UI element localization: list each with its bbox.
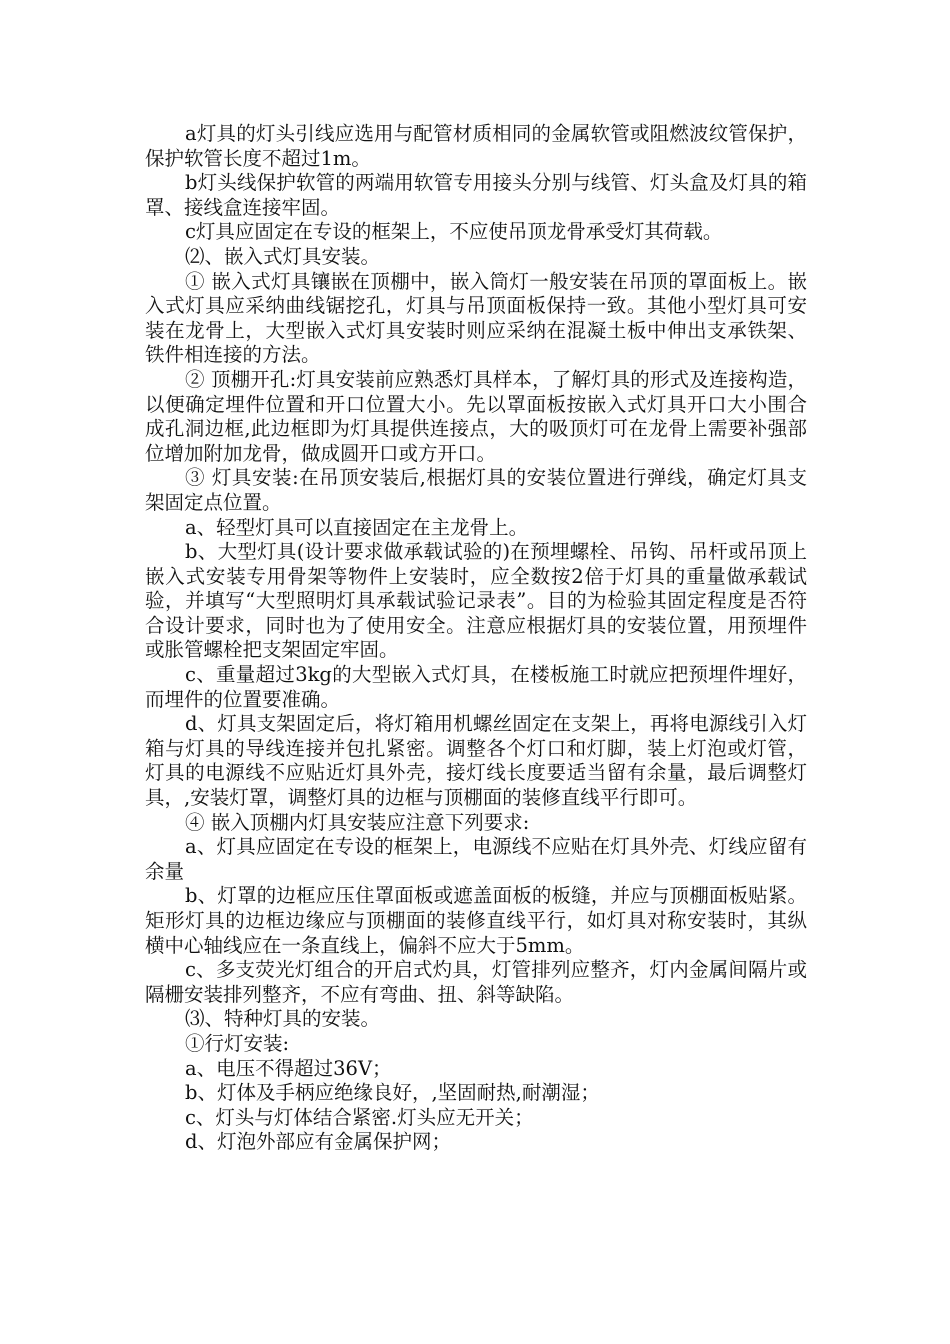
paragraph-15: c、多支荧光灯组合的开启式灼具，灯管排列应整齐，灯内金属间隔片或隔栅安装排列整齐，不应有弯曲、扭、斜等缺陷。: [145, 958, 807, 1006]
paragraph-9: b、大型灯具(设计要求做承载试验的)在预埋螺栓、吊钩、吊杆或吊顶上嵌入式安装专用骨架等物件上安装时，应全数按2倍于灯具的重量做承载试验，并填写“大型照明灯具承载试验记录表”。目的为检验其固定程度是否符合设计要求，同时也为了使用安全。注意应根据灯具的安装位置，用预埋件或胀管螺栓把支架固定牢固。: [145, 540, 807, 662]
paragraph-11: d、灯具支架固定后，将灯箱用机螺丝固定在支架上，再将电源线引入灯箱与灯具的导线连接并包扎紧密。调整各个灯口和灯脚，装上灯泡或灯管，灯具的电源线不应贴近灯具外壳，接灯线长度要适当留有余量，最后调整灯具，,安装灯罩，调整灯具的边框与顶棚面的装修直线平行即可。: [145, 712, 807, 810]
paragraph-21: d、灯泡外部应有金属保护网；: [185, 1130, 451, 1154]
paragraph-12: ④ 嵌入顶棚内灯具安装应注意下列要求:: [185, 810, 530, 834]
paragraph-18: a、电压不得超过36V；: [185, 1056, 392, 1080]
paragraph-17: ①行灯安装:: [185, 1031, 290, 1055]
paragraph-8: a、轻型灯具可以直接固定在主龙骨上。: [185, 515, 529, 539]
paragraph-1: a灯具的灯头引线应选用与配管材质相同的金属软管或阻燃波纹管保护，保护软管长度不超过1m。: [145, 122, 807, 170]
paragraph-2: b灯头线保护软管的两端用软管专用接头分别与线管、灯头盒及灯具的箱罩、接线盒连接牢固。: [145, 171, 807, 219]
document-body: [145, 122, 807, 1155]
paragraph-7: ③ 灯具安装:在吊顶安装后,根据灯具的安装位置进行弹线，确定灯具支架固定点位置。: [145, 466, 807, 514]
paragraph-20: c、灯头与灯体结合紧密.灯头应无开关；: [185, 1105, 534, 1129]
paragraph-19: b、灯体及手柄应绝缘良好，,坚固耐热,耐潮湿；: [185, 1081, 600, 1105]
paragraph-10: c、重量超过3kg的大型嵌入式灯具，在楼板施工时就应把预埋件埋好，而埋件的位置要准确。: [145, 663, 807, 711]
paragraph-14: b、灯罩的边框应压住罩面板或遮盖面板的板缝，并应与顶棚面板贴紧。矩形灯具的边框边缘应与顶棚面的装修直线平行，如灯具对称安装时，其纵横中心轴线应在一条直线上，偏斜不应大于5mm。: [145, 884, 807, 957]
section-heading-2: ⑵、嵌入式灯具安装。: [185, 244, 381, 268]
section-heading-3: ⑶、特种灯具的安装。: [185, 1007, 381, 1031]
paragraph-13: a、灯具应固定在专设的框架上，电源线不应贴在灯具外壳、灯线应留有余量: [145, 835, 807, 883]
paragraph-5: ① 嵌入式灯具镶嵌在顶棚中，嵌入筒灯一般安装在吊顶的罩面板上。嵌入式灯具应采纳曲线锯挖孔，灯具与吊顶面板保持一致。其他小型灯具可安装在龙骨上，大型嵌入式灯具安装时则应采纳在混凝土板中伸出支承铁架、铁件相连接的方法。: [145, 269, 807, 367]
paragraph-3: c灯具应固定在专设的框架上，不应使吊顶龙骨承受灯其荷载。: [185, 220, 723, 244]
paragraph-6: ② 顶棚开孔:灯具安装前应熟悉灯具样本，了解灯具的形式及连接构造，以便确定埋件位置和开口位置大小。先以罩面板按嵌入式灯具开口大小围合成孔洞边框,此边框即为灯具提供连接点，大的吸顶灯可在龙骨上需要补强部位增加附加龙骨，做成圆开口或方开口。: [145, 367, 807, 465]
